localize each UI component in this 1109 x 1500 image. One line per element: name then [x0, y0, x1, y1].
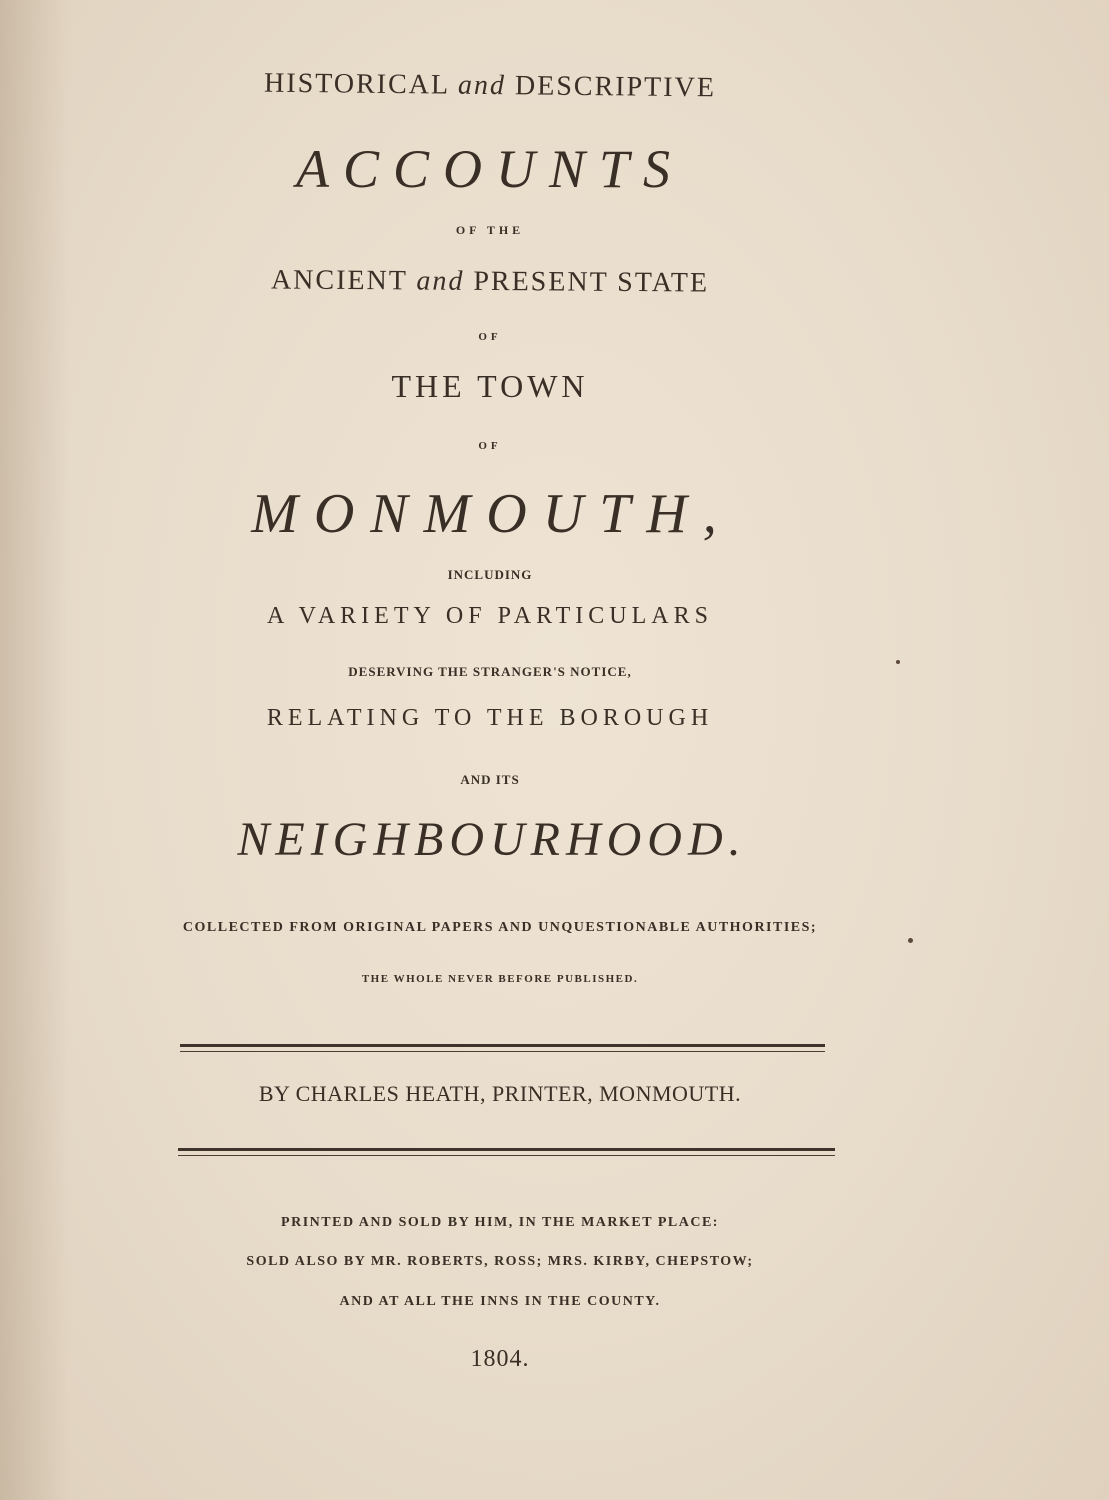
heading-neighbourhood: NEIGHBOURHOOD.	[237, 813, 747, 866]
heading-historical-descriptive	[0, 65, 990, 107]
line-strangers-notice: DESERVING THE STRANGER'S NOTICE,	[348, 664, 632, 679]
imprint-line-1: PRINTED AND SOLD BY HIM, IN THE MARKET PLACE:	[281, 1215, 719, 1230]
heading-relating-to-borough: RELATING TO THE BOROUGH	[266, 705, 714, 731]
heading-ancient-present-state	[0, 263, 990, 302]
heading-the-town: THE TOWN	[391, 368, 589, 404]
publication-year: 1804.	[470, 1346, 530, 1372]
line-of-the: OF THE	[455, 223, 525, 237]
line-never-published: THE WHOLE NEVER BEFORE PUBLISHED.	[361, 973, 639, 985]
word-present-state: PRESENT STATE	[473, 265, 710, 299]
line-and-its: AND ITS	[460, 772, 520, 787]
paper-speck	[908, 938, 913, 943]
double-rule-bottom	[178, 1148, 835, 1156]
word-descriptive: DESCRIPTIVE	[514, 70, 717, 104]
word-historical: HISTORICAL	[263, 67, 450, 101]
paper-speck	[896, 660, 900, 664]
heading-variety-of-particulars: A VARIETY OF PARTICULARS	[267, 603, 713, 629]
word-and-2: and	[416, 265, 465, 297]
word-and: and	[457, 69, 507, 102]
line-of-1: OF	[478, 331, 502, 343]
word-ancient: ANCIENT	[270, 264, 408, 297]
line-of-2: OF	[478, 440, 502, 452]
imprint-line-2: SOLD ALSO BY MR. ROBERTS, ROSS; MRS. KIRBY, CHEPSTOW;	[246, 1254, 754, 1269]
author-line: BY CHARLES HEATH, PRINTER, MONMOUTH.	[258, 1081, 742, 1106]
heading-monmouth: MONMOUTH,	[251, 483, 733, 545]
imprint-line-3: AND AT ALL THE INNS IN THE COUNTY.	[339, 1294, 661, 1309]
line-including: INCLUDING	[447, 567, 533, 582]
heading-accounts: ACCOUNTS	[295, 139, 685, 199]
line-collected-from: COLLECTED FROM ORIGINAL PAPERS AND UNQUESTIONABLE AUTHORITIES;	[182, 920, 818, 935]
double-rule-top	[180, 1044, 825, 1052]
